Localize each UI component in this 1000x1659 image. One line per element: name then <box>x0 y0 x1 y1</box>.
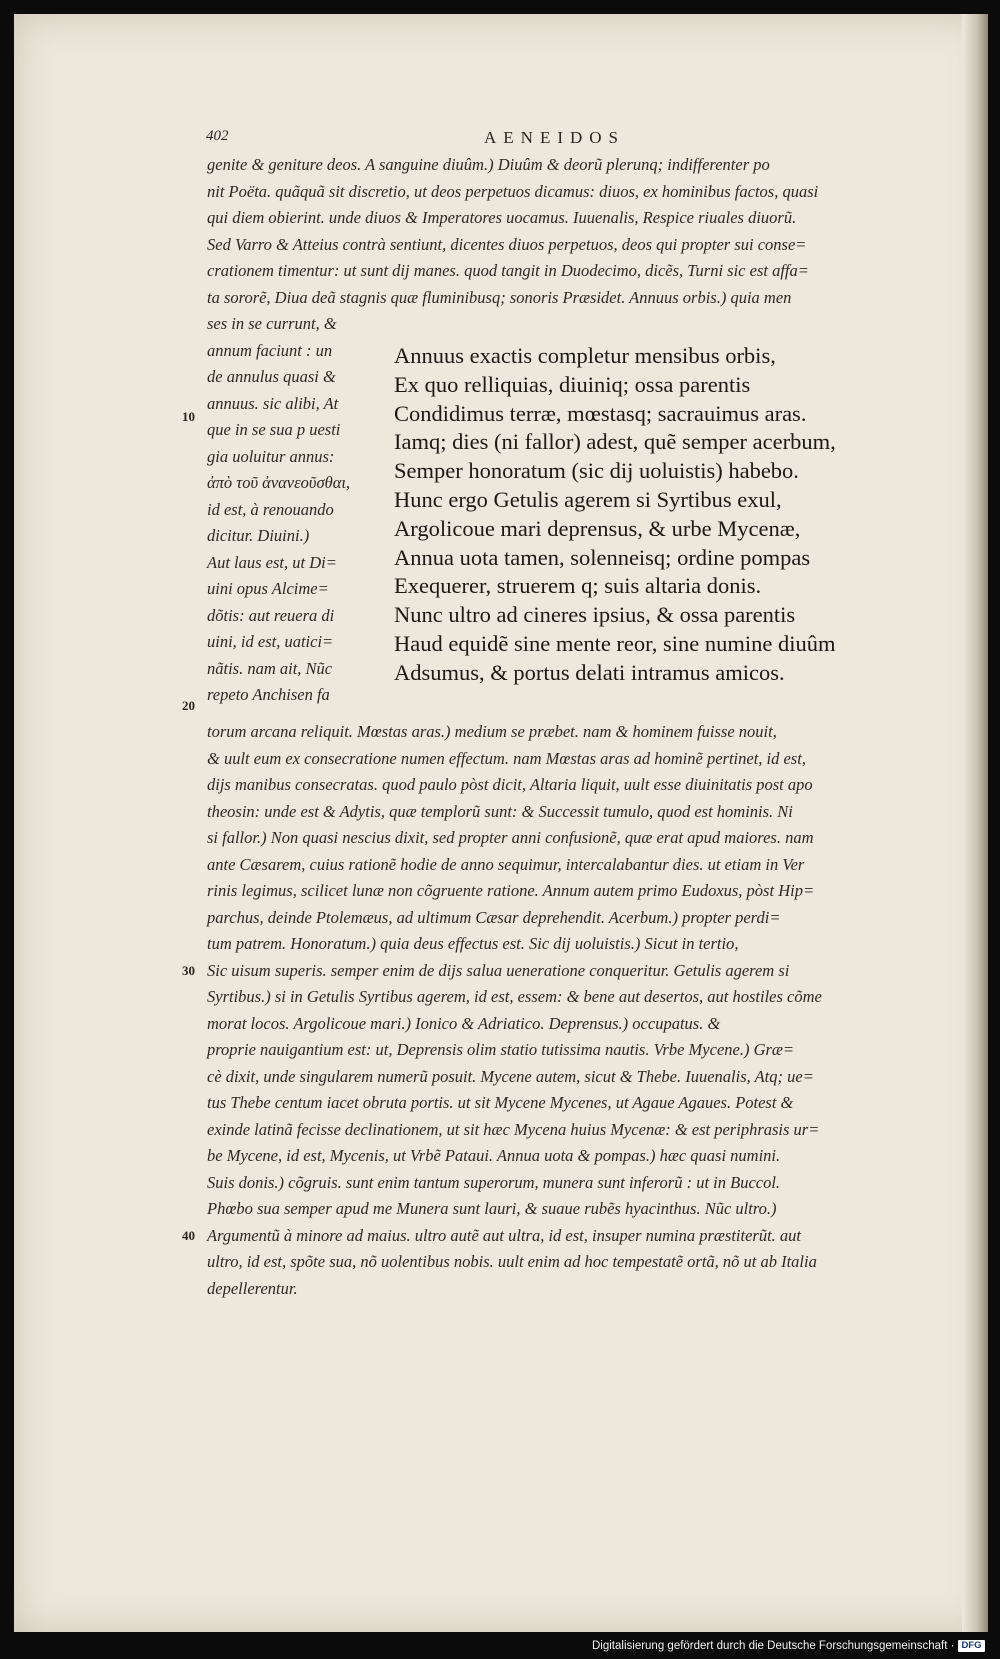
commentary-line: cè dixit, unde singularem numerũ posuit. Mycene autem, sicut & Thebe. Iuuenalis, Atq; ue= <box>207 1066 814 1086</box>
margin-line: ses in se currunt, & <box>207 314 337 333</box>
commentary-line: ante Cæsarem, cuius rationẽ hodie de anno sequimur, intercalabantur dies. ut etiam in Ver <box>207 854 805 874</box>
line-number: 30 <box>182 963 195 978</box>
footer-credit: Digitalisierung gefördert durch die Deutsche Forschungsgemeinschaft · <box>592 1640 955 1652</box>
running-title: AENEIDOS <box>484 128 625 147</box>
commentary-line: theosin: unde est & Adytis, quæ templorũ sunt: & Successit tumulo, quod est hominis. Ni <box>207 801 793 821</box>
margin-line: dõtis: aut reuera di <box>207 605 335 625</box>
verse-line: Iamq; dies (ni fallor) adest, quẽ semper acerbum, <box>394 429 836 455</box>
verse-line: Condidimus terræ, mœstasq; sacrauimus aras. <box>394 400 807 426</box>
margin-line: de annulus quasi & <box>207 367 336 386</box>
margin-line: Aut laus est, ut Di= <box>207 552 337 572</box>
margin-commentary <box>207 311 350 709</box>
page-header <box>14 128 988 152</box>
commentary-line: si fallor.) Non quasi nescius dixit, sed propter anni confusionẽ, quæ erat apud maiores. nam <box>207 828 814 847</box>
verse-line: Annuus exactis completur mensibus orbis, <box>394 343 776 368</box>
commentary-line: depellerentur. <box>207 1278 298 1298</box>
book-page <box>14 14 988 1632</box>
margin-line: annum faciunt : un <box>207 340 333 360</box>
line-number: 10 <box>182 409 195 424</box>
commentary-line: ultro, id est, spõte sua, nõ uolentibus nobis. uult enim ad hoc tempestatẽ ortã, nõ ut ab Italia <box>207 1252 817 1271</box>
commentary-line: be Mycene, id est, Mycenis, ut Vrbẽ Pataui. Annua uota & pompas.) hæc quasi numini. <box>207 1146 781 1165</box>
commentary-bottom <box>207 719 822 1302</box>
line-number: 20 <box>182 698 195 713</box>
margin-line: repeto Anchisen fa <box>207 685 330 704</box>
commentary-line: Syrtibus.) si in Getulis Syrtibus agerem, id est, essem: & bene aut desertos, aut hostiles cõme <box>207 987 822 1006</box>
commentary-line: torum arcana reliquit. Mœstas aras.) medium se præbet. nam & hominem fuisse nouit, <box>207 722 777 741</box>
commentary-line: Sed Varro & Atteius contrà sentiunt, dicentes diuos perpetuos, deos qui propter sui conse= <box>207 234 807 254</box>
commentary-line: Sic uisum superis. semper enim de dijs salua ueneratione conqueritur. Getulis agerem si <box>207 960 790 980</box>
commentary-line: qui diem obierint. unde diuos & Imperatores uocamus. Iuuenalis, Respice riuales diuorũ. <box>207 208 797 227</box>
margin-line: nãtis. nam ait, Nũc <box>207 658 333 678</box>
commentary-line: ta sororẽ, Diua deã stagnis quæ fluminibusq; sonoris Præsidet. Annuus orbis.) quia men <box>207 287 792 307</box>
commentary-line: Argumentũ à minore ad maius. ultro autẽ aut ultra, id est, insuper numina præstiterũt. aut <box>207 1225 801 1245</box>
commentary-top <box>207 152 818 311</box>
verse-line: Ex quo relliquias, diuiniq; ossa parentis <box>394 371 751 397</box>
verse-line: Nunc ultro ad cineres ipsius, & ossa parentis <box>394 602 796 628</box>
commentary-line: tus Thebe centum iacet obruta portis. ut sit Mycene Mycenes, ut Agaue Agaues. Potest & <box>207 1093 794 1112</box>
margin-line: uini opus Alcime= <box>207 579 329 598</box>
margin-line: dicitur. Diuini.) <box>207 526 310 545</box>
margin-line: ἀπὸ τοῦ ἀνανεοῦσθαι, <box>207 473 351 492</box>
margin-line: gia uoluitur annus: <box>207 446 335 466</box>
commentary-line: proprie nauigantium est: ut, Deprensis olim statio tutissima nautis. Vrbe Mycene.) Græ= <box>207 1040 795 1059</box>
commentary-line: Suis donis.) cõgruis. sunt enim tantum superorum, munera sunt inferorũ : ut in Buccol. <box>207 1172 781 1192</box>
commentary-line: dijs manibus consecratas. quod paulo pòst dicit, Altaria liquit, uult esse diuinitatis post apo <box>207 775 813 794</box>
commentary-line: parchus, deinde Ptolemæus, ad ultimum Cæsar deprehendit. Acerbum.) propter perdi= <box>207 907 781 927</box>
commentary-line: nit Poëta. quãquã sit discretio, ut deos perpetuos dicamus: diuos, ex hominibus factos, quasi <box>207 181 819 201</box>
verse-line: Argolicoue mari deprensus, & urbe Mycenæ, <box>394 515 801 541</box>
verse-line: Hunc ergo Getulis agerem si Syrtibus exul, <box>394 486 782 512</box>
verse-line: Adsumus, & portus delati intramus amicos. <box>394 659 785 685</box>
commentary-line: tum patrem. Honoratum.) quia deus effectus est. Sic dij uoluistis.) Sicut in tertio, <box>207 934 739 953</box>
margin-line: annuus. sic alibi, At <box>207 393 339 413</box>
verse-block <box>394 342 836 688</box>
dfg-logo: DFG <box>958 1640 984 1652</box>
margin-line: que in se sua p uesti <box>207 420 341 439</box>
commentary-line: Phœbo sua semper apud me Munera sunt lauri, & suaue rubẽs hyacinthus. Nũc ultro.) <box>207 1199 777 1218</box>
margin-line: id est, à renouando <box>207 499 334 519</box>
verse-line: Annua uota tamen, solenneisq; ordine pompas <box>394 544 811 570</box>
verse-line: Exequerer, struerem q; suis altaria donis. <box>394 573 762 599</box>
margin-line: uini, id est, uatici= <box>207 632 334 651</box>
commentary-line: crationem timentur: ut sunt dij manes. quod tangit in Duodecimo, dicẽs, Turni sic est affa= <box>207 261 809 280</box>
commentary-line: rinis legimus, scilicet lunæ non cõgruente ratione. Annum autem primo Eudoxus, pòst Hip= <box>207 881 815 900</box>
digitization-footer <box>592 1637 985 1655</box>
verse-line: Semper honoratum (sic dij uoluistis) habebo. <box>394 458 799 484</box>
line-number: 40 <box>182 1228 195 1243</box>
book-gutter-shadow <box>962 14 988 1632</box>
commentary-line: morat locos. Argolicoue mari.) Ionico & Adriatico. Deprensus.) occupatus. & <box>207 1013 721 1033</box>
commentary-line: exinde latinã fecisse declinationem, ut sit hæc Mycena huius Mycenæ: & est periphrasis ur= <box>207 1119 820 1139</box>
page-number: 402 <box>206 128 229 144</box>
commentary-line: & uult eum ex consecratione numen effectum. nam Mœstas aras ad hominẽ pertinet, id est, <box>207 748 806 768</box>
commentary-line: genite & geniture deos. A sanguine diuûm.) Diuûm & deorũ plerunq; indifferenter po <box>207 155 770 174</box>
verse-line: Haud equidẽ sine mente reor, sine numine diuûm <box>394 630 836 656</box>
